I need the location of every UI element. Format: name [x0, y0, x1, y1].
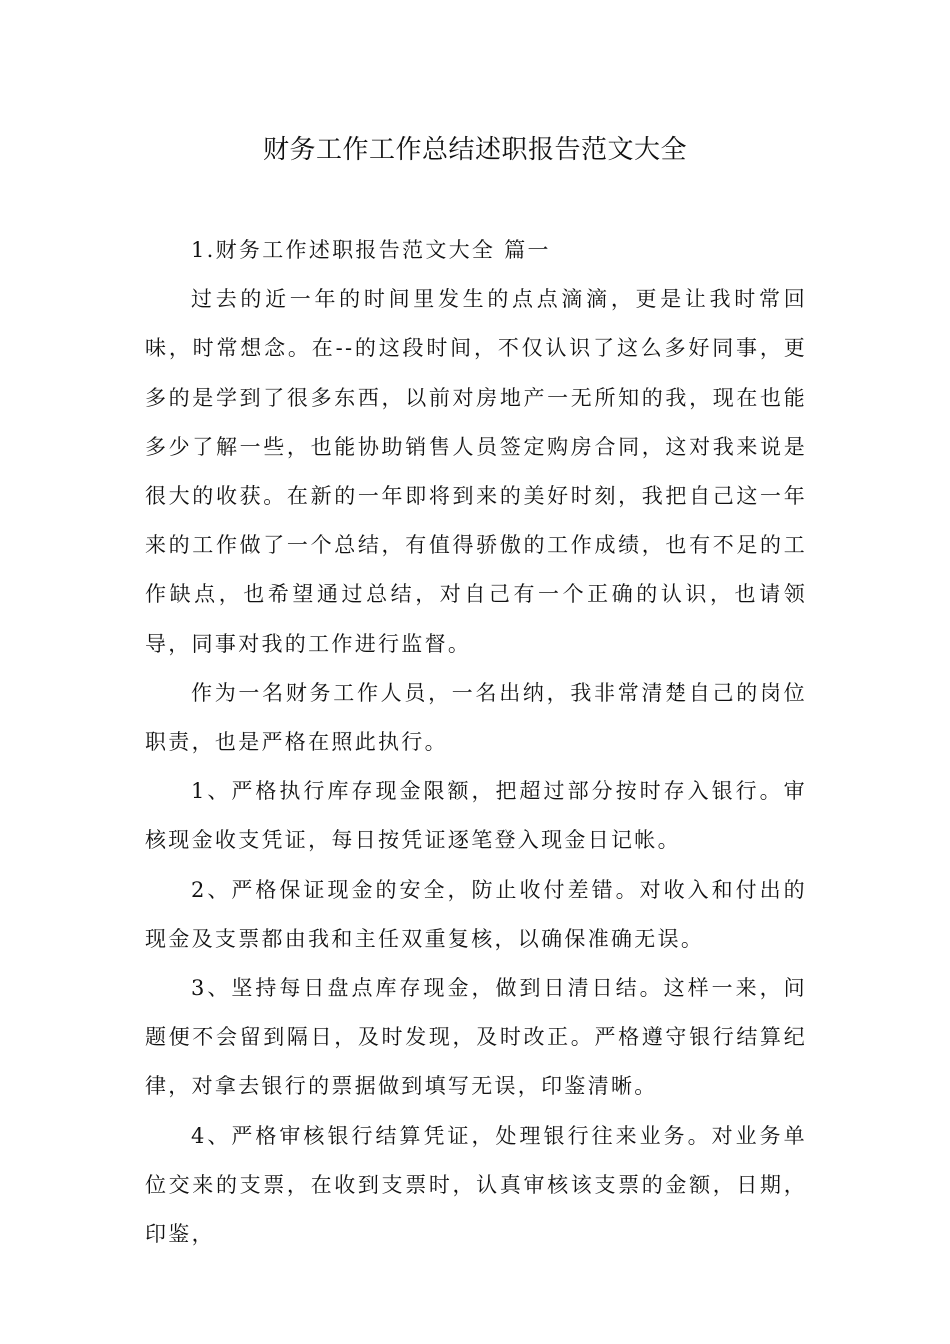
paragraph-item-1: 1、严格执行库存现金限额，把超过部分按时存入银行。审核现金收支凭证，每日按凭证逐笔登入现金日记帐。 — [145, 779, 807, 853]
section-heading: 1.财务工作述职报告范文大全 篇一 — [191, 238, 551, 262]
paragraph-item-4: 4、严格审核银行结算凭证，处理银行往来业务。对业务单位交来的支票，在收到支票时，认真审核该支票的金额，日期，印鉴， — [145, 1123, 807, 1247]
document-title: 财务工作工作总结述职报告范文大全 — [262, 135, 687, 165]
paragraph-intro: 过去的近一年的时间里发生的点点滴滴，更是让我时常回味，时常想念。在--的这段时间，不仅认识了这么多好同事，更多的是学到了很多东西，以前对房地产一无所知的我，现在也能多少了解一些，也能协助销售人员签定购房合同，这对我来说是很大的收获。在新的一年即将到来的美好时刻，我把自己这一年来的工作做了一个总结，有值得骄傲的工作成绩，也有不足的工作缺点，也希望通过总结，对自己有一个正确的认识，也请领导，同事对我的工作进行监督。 — [145, 287, 807, 656]
paragraph-item-3: 3、坚持每日盘点库存现金，做到日清日结。这样一来，问题便不会留到隔日，及时发现，及时改正。严格遵守银行结算纪律，对拿去银行的票据做到填写无误，印鉴清晰。 — [145, 976, 807, 1099]
paragraph-role: 作为一名财务工作人员，一名出纳，我非常清楚自己的岗位职责，也是严格在照此执行。 — [145, 680, 807, 755]
document-body — [145, 226, 807, 1259]
paragraph-item-2: 2、严格保证现金的安全，防止收付差错。对收入和付出的现金及支票都由我和主任双重复核，以确保准确无误。 — [145, 877, 807, 951]
